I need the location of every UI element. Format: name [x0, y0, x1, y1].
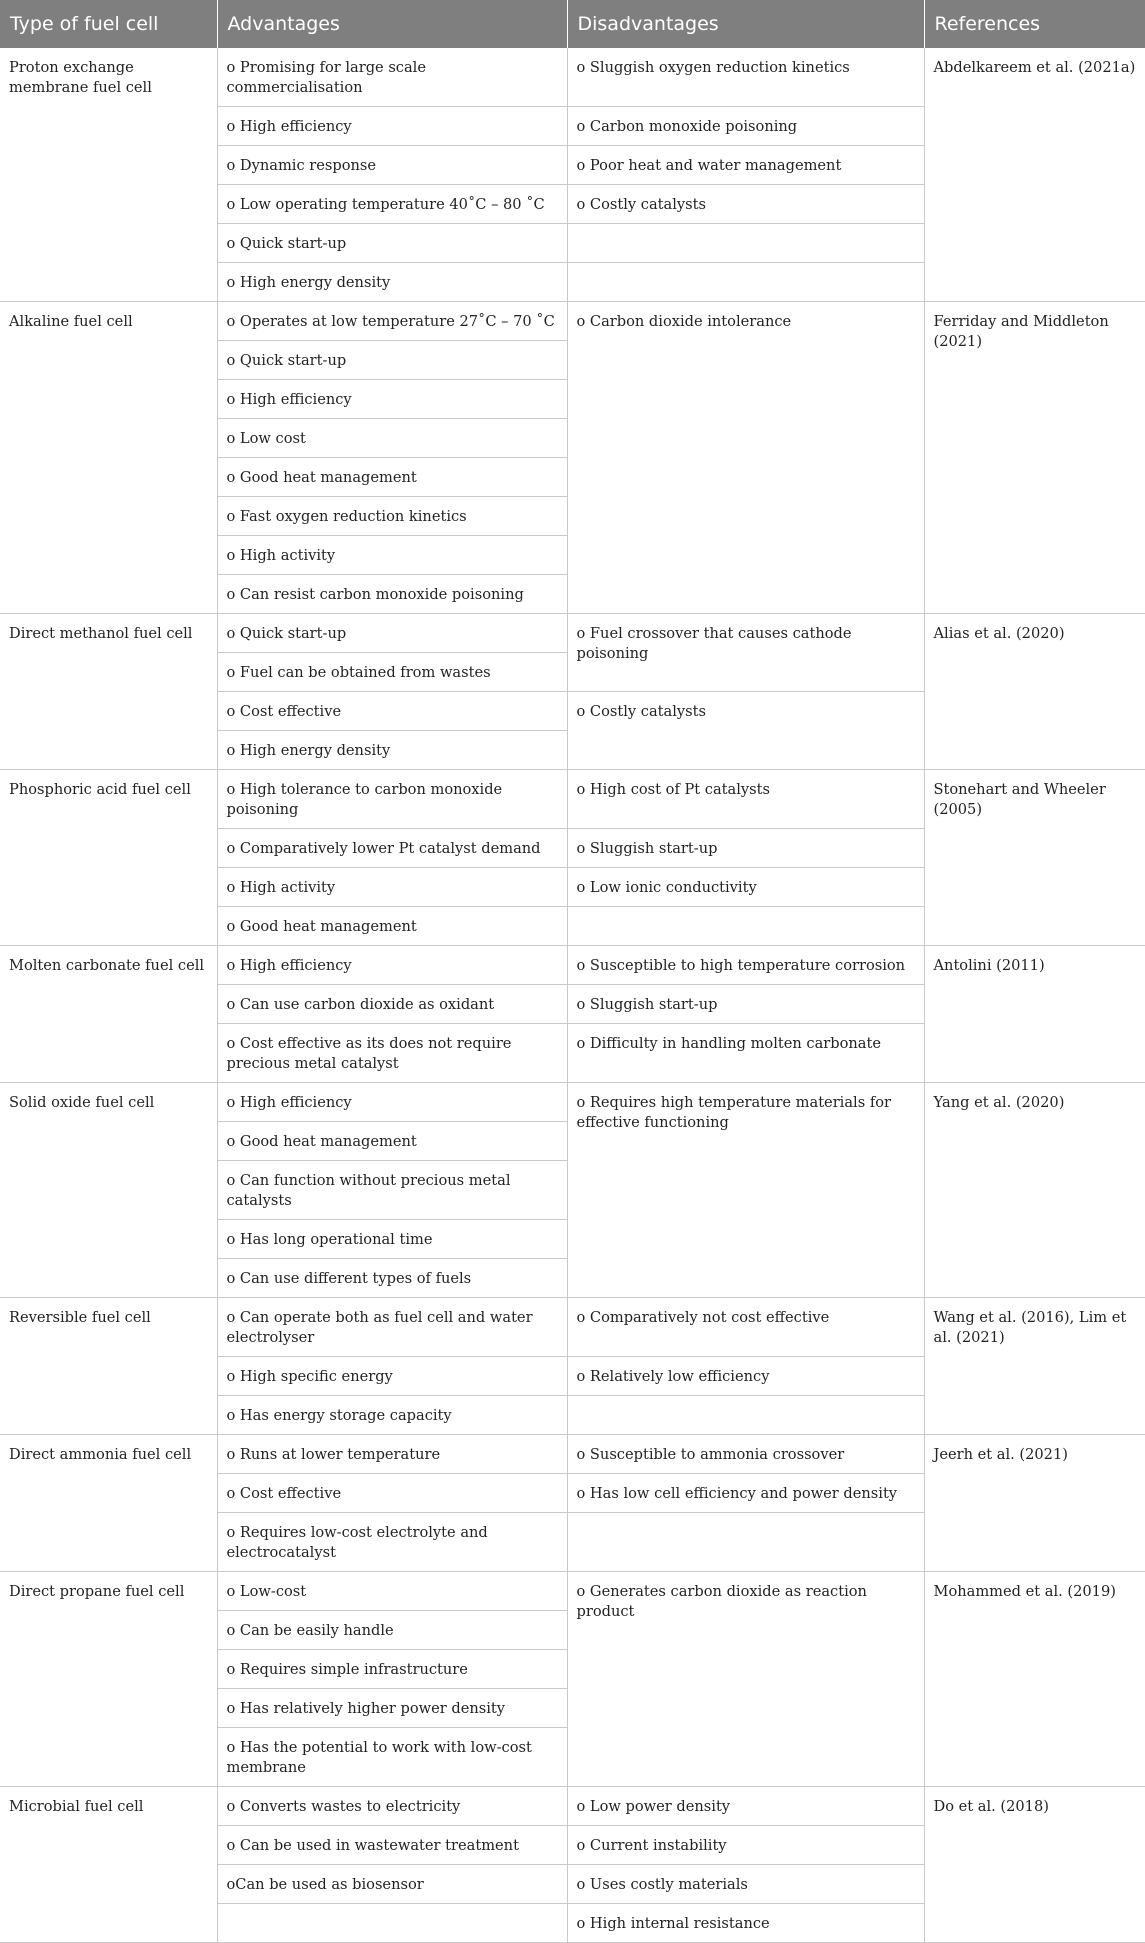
advantage-cell: o Has the potential to work with low-cost membrane — [217, 1728, 567, 1787]
table-row — [0, 1787, 1145, 1826]
fuel-cell-type-cell: Molten carbonate fuel cell — [0, 946, 217, 1083]
table-row — [0, 1298, 1145, 1357]
advantage-cell: o Converts wastes to electricity — [217, 1787, 567, 1826]
advantage-cell: o Runs at lower temperature — [217, 1435, 567, 1474]
table-row — [0, 946, 1145, 985]
disadvantage-cell — [567, 224, 924, 263]
fuel-cell-type-cell: Direct ammonia fuel cell — [0, 1435, 217, 1572]
advantage-cell: o Good heat management — [217, 458, 567, 497]
advantage-cell: o High specific energy — [217, 1357, 567, 1396]
advantage-cell: o High efficiency — [217, 946, 567, 985]
advantage-cell: o Cost effective as its does not require precious metal catalyst — [217, 1024, 567, 1083]
fuel-cell-type-cell: Direct methanol fuel cell — [0, 614, 217, 770]
advantage-cell: o Requires low-cost electrolyte and electrocatalyst — [217, 1513, 567, 1572]
reference-cell: Alias et al. (2020) — [924, 614, 1145, 770]
disadvantage-cell: o Generates carbon dioxide as reaction product — [567, 1572, 924, 1787]
advantage-cell: o Can use carbon dioxide as oxidant — [217, 985, 567, 1024]
disadvantage-cell: o Carbon monoxide poisoning — [567, 107, 924, 146]
disadvantage-cell — [567, 263, 924, 302]
fuel-cell-type-cell: Solid oxide fuel cell — [0, 1083, 217, 1298]
reference-cell: Wang et al. (2016), Lim et al. (2021) — [924, 1298, 1145, 1435]
disadvantage-cell: o Carbon dioxide intolerance — [567, 302, 924, 614]
advantage-cell: o High energy density — [217, 731, 567, 770]
reference-cell: Yang et al. (2020) — [924, 1083, 1145, 1298]
header-disadvantages: Disadvantages — [567, 0, 924, 48]
advantage-cell: o High efficiency — [217, 380, 567, 419]
advantage-cell: o Low-cost — [217, 1572, 567, 1611]
disadvantage-cell: o Low power density — [567, 1787, 924, 1826]
advantage-cell: o Quick start-up — [217, 224, 567, 263]
disadvantage-cell: o Susceptible to high temperature corrosion — [567, 946, 924, 985]
disadvantage-cell — [567, 907, 924, 946]
advantage-cell: o Low operating temperature 40˚C – 80 ˚C — [217, 185, 567, 224]
reference-cell: Ferriday and Middleton (2021) — [924, 302, 1145, 614]
advantage-cell: o Has relatively higher power density — [217, 1689, 567, 1728]
advantage-cell: o Low cost — [217, 419, 567, 458]
disadvantage-cell — [567, 1513, 924, 1572]
fuel-cell-type-cell: Microbial fuel cell — [0, 1787, 217, 1943]
advantage-cell: o High tolerance to carbon monoxide poisoning — [217, 770, 567, 829]
advantage-cell: o High efficiency — [217, 107, 567, 146]
header-row — [0, 0, 1145, 48]
advantage-cell: o Dynamic response — [217, 146, 567, 185]
disadvantage-cell: o Has low cell efficiency and power density — [567, 1474, 924, 1513]
header-advantages: Advantages — [217, 0, 567, 48]
header-references: References — [924, 0, 1145, 48]
disadvantage-cell: o Uses costly materials — [567, 1865, 924, 1904]
advantage-cell: o Operates at low temperature 27˚C – 70 ˚C — [217, 302, 567, 341]
reference-cell: Mohammed et al. (2019) — [924, 1572, 1145, 1787]
reference-cell: Jeerh et al. (2021) — [924, 1435, 1145, 1572]
advantage-cell: o Can be easily handle — [217, 1611, 567, 1650]
reference-cell: Abdelkareem et al. (2021a) — [924, 48, 1145, 302]
advantage-cell: o Cost effective — [217, 1474, 567, 1513]
disadvantage-cell: o Relatively low efficiency — [567, 1357, 924, 1396]
advantage-cell: o Promising for large scale commercialisation — [217, 48, 567, 107]
disadvantage-cell: o Poor heat and water management — [567, 146, 924, 185]
table-row — [0, 1083, 1145, 1122]
disadvantage-cell: o Low ionic conductivity — [567, 868, 924, 907]
disadvantage-cell: o Current instability — [567, 1826, 924, 1865]
advantage-cell: o Can be used in wastewater treatment — [217, 1826, 567, 1865]
disadvantage-cell: o Difficulty in handling molten carbonate — [567, 1024, 924, 1083]
advantage-cell: o Fuel can be obtained from wastes — [217, 653, 567, 692]
disadvantage-cell: o Fuel crossover that causes cathode poisoning — [567, 614, 924, 692]
advantage-cell: o High efficiency — [217, 1083, 567, 1122]
advantage-cell: o Good heat management — [217, 907, 567, 946]
table-row — [0, 1435, 1145, 1474]
advantage-cell: o Quick start-up — [217, 614, 567, 653]
advantage-cell: o Can function without precious metal catalysts — [217, 1161, 567, 1220]
disadvantage-cell: o High cost of Pt catalysts — [567, 770, 924, 829]
table-row — [0, 48, 1145, 107]
disadvantage-cell: o Costly catalysts — [567, 185, 924, 224]
disadvantage-cell: o Sluggish start-up — [567, 829, 924, 868]
advantage-cell: o Good heat management — [217, 1122, 567, 1161]
table-row — [0, 614, 1145, 653]
advantage-cell: o High energy density — [217, 263, 567, 302]
fuel-cell-type-cell: Direct propane fuel cell — [0, 1572, 217, 1787]
advantage-cell: o Fast oxygen reduction kinetics — [217, 497, 567, 536]
advantage-cell: o Quick start-up — [217, 341, 567, 380]
fuel-cell-type-cell: Phosphoric acid fuel cell — [0, 770, 217, 946]
disadvantage-cell: o Comparatively not cost effective — [567, 1298, 924, 1357]
fuel-cell-type-cell: Alkaline fuel cell — [0, 302, 217, 614]
advantage-cell: o Can operate both as fuel cell and water electrolyser — [217, 1298, 567, 1357]
disadvantage-cell: o Requires high temperature materials for effective functioning — [567, 1083, 924, 1298]
disadvantage-cell — [567, 1396, 924, 1435]
advantage-cell: o Requires simple infrastructure — [217, 1650, 567, 1689]
table-row — [0, 1572, 1145, 1611]
disadvantage-cell: o Costly catalysts — [567, 692, 924, 770]
disadvantage-cell: o Sluggish oxygen reduction kinetics — [567, 48, 924, 107]
disadvantage-cell: o Susceptible to ammonia crossover — [567, 1435, 924, 1474]
header-type: Type of fuel cell — [0, 0, 217, 48]
advantage-cell: o Has energy storage capacity — [217, 1396, 567, 1435]
reference-cell: Do et al. (2018) — [924, 1787, 1145, 1943]
advantage-cell: o Comparatively lower Pt catalyst demand — [217, 829, 567, 868]
advantage-cell: oCan be used as biosensor — [217, 1865, 567, 1904]
reference-cell: Stonehart and Wheeler (2005) — [924, 770, 1145, 946]
advantage-cell: o High activity — [217, 536, 567, 575]
table-row — [0, 770, 1145, 829]
fuel-cell-type-cell: Proton exchange membrane fuel cell — [0, 48, 217, 302]
advantage-cell: o Has long operational time — [217, 1220, 567, 1259]
advantage-cell — [217, 1904, 567, 1943]
table-row — [0, 302, 1145, 341]
advantage-cell: o Can resist carbon monoxide poisoning — [217, 575, 567, 614]
fuel-cell-type-cell: Reversible fuel cell — [0, 1298, 217, 1435]
reference-cell: Antolini (2011) — [924, 946, 1145, 1083]
advantage-cell: o Can use different types of fuels — [217, 1259, 567, 1298]
table-body — [0, 48, 1145, 1943]
advantage-cell: o High activity — [217, 868, 567, 907]
advantage-cell: o Cost effective — [217, 692, 567, 731]
disadvantage-cell: o Sluggish start-up — [567, 985, 924, 1024]
table-header — [0, 0, 1145, 48]
disadvantage-cell: o High internal resistance — [567, 1904, 924, 1943]
